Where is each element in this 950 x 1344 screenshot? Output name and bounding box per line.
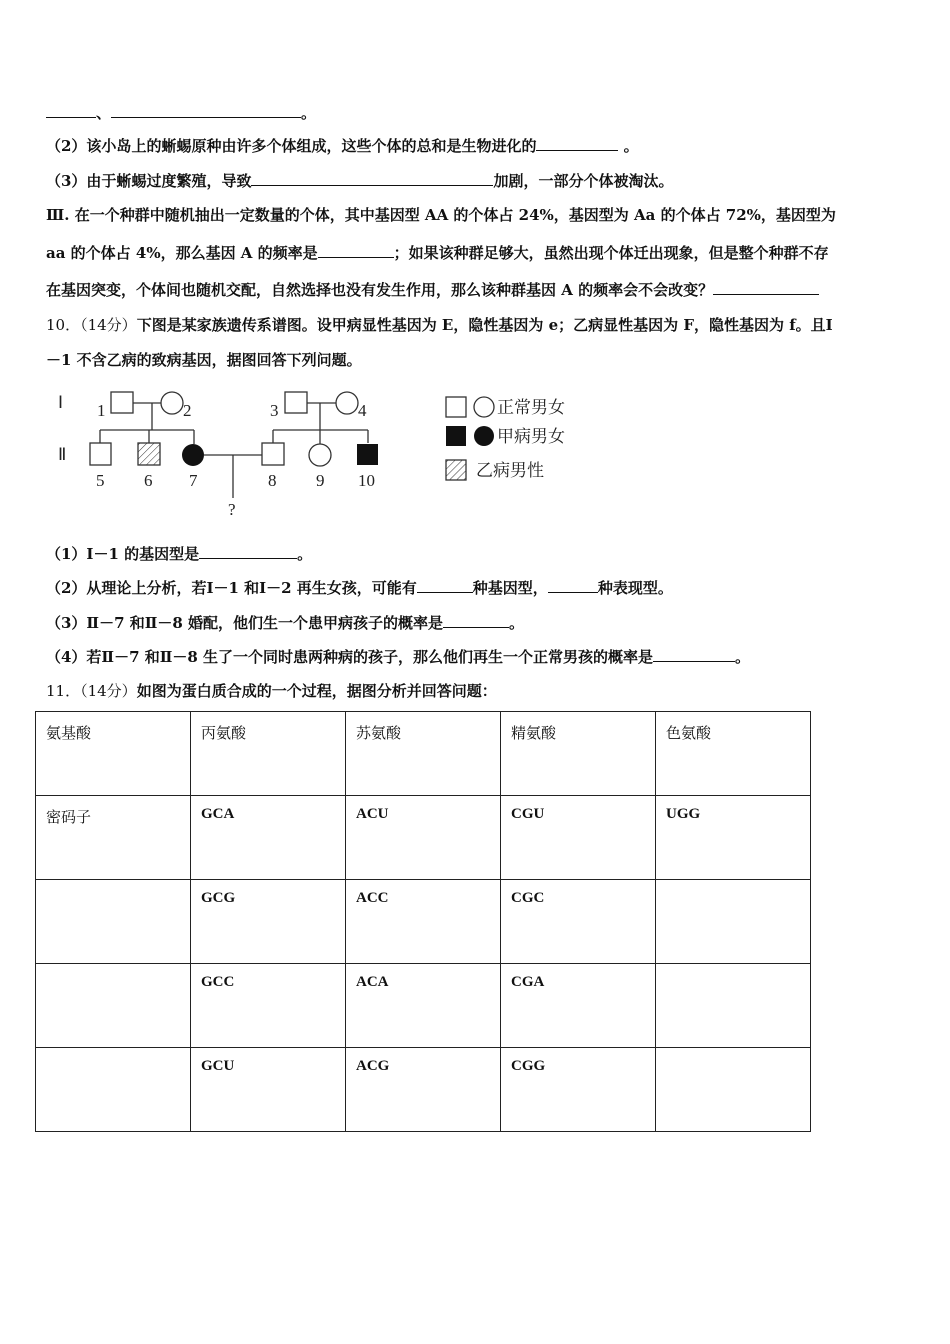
- label: 10: [358, 471, 375, 490]
- text: 。: [301, 104, 317, 122]
- cell: [656, 1048, 811, 1132]
- part-3-line-2: [46, 243, 829, 263]
- blank[interactable]: [536, 136, 618, 151]
- label: 3: [270, 401, 279, 420]
- individual-3: [285, 392, 307, 413]
- text: aa 的个体占 4%，那么基因 A 的频率是: [46, 244, 318, 262]
- question-number: 11．（14分）: [46, 682, 137, 700]
- label: 4: [358, 401, 367, 420]
- cell: GCA: [191, 796, 346, 880]
- legend-disease-a-female-icon: [474, 426, 494, 446]
- text: 。: [735, 648, 751, 666]
- header-cell: 苏氨酸: [346, 712, 501, 796]
- header-cell: 色氨酸: [656, 712, 811, 796]
- individual-5: [90, 443, 111, 465]
- cell: GCU: [191, 1048, 346, 1132]
- individual-2: [161, 392, 183, 414]
- question-10-4: [46, 647, 750, 667]
- blank[interactable]: [417, 578, 473, 593]
- text: 如图为蛋白质合成的一个过程，据图分析并回答问题：: [136, 682, 497, 700]
- codon-table: [35, 711, 811, 1132]
- label: 9: [316, 471, 325, 490]
- table-row: [36, 880, 811, 964]
- cell: CGU: [501, 796, 656, 880]
- cell: GCC: [191, 964, 346, 1048]
- individual-8: [262, 443, 284, 465]
- label: ?: [228, 500, 236, 519]
- text: 种表现型。: [597, 579, 673, 597]
- label: 6: [144, 471, 153, 490]
- table-row: [36, 796, 811, 880]
- cell: [656, 964, 811, 1048]
- label: 2: [183, 401, 192, 420]
- answer-line-0: [46, 103, 316, 123]
- table-row: [36, 1048, 811, 1132]
- header-cell: 精氨酸: [501, 712, 656, 796]
- individual-10: [357, 444, 378, 465]
- blank[interactable]: [653, 647, 735, 662]
- legend-normal-female-icon: [474, 397, 494, 417]
- individual-1: [111, 392, 133, 413]
- part-3-line-1: Ⅲ. 在一个种群中随机抽出一定数量的个体，其中基因型 AA 的个体占 24%，基因型为 Aa 的个体占 72%，基因型为: [46, 206, 836, 224]
- question-10-1: [46, 544, 312, 564]
- cell: ACA: [346, 964, 501, 1048]
- cell: 密码子: [36, 796, 191, 880]
- cell: [656, 880, 811, 964]
- cell: [36, 964, 191, 1048]
- cell: GCG: [191, 880, 346, 964]
- blank[interactable]: [713, 280, 819, 295]
- text: （2）从理论上分析，若Ⅰ－1 和Ⅰ－2 再生女孩，可能有: [46, 579, 417, 597]
- text: 。: [509, 614, 525, 632]
- text: 加剧，一部分个体被淘汰。: [493, 172, 674, 190]
- cell: ACG: [346, 1048, 501, 1132]
- individual-7: [182, 444, 204, 466]
- text: 种基因型，: [472, 579, 548, 597]
- generation-label: Ⅰ: [58, 393, 64, 412]
- label: 5: [96, 471, 105, 490]
- question-9-3: [46, 171, 673, 191]
- text: （3）由于蜥蜴过度繁殖，导致: [46, 172, 252, 190]
- cell: CGA: [501, 964, 656, 1048]
- legend-label: 正常男女: [497, 398, 565, 417]
- question-number: 10．（14分）: [46, 316, 137, 334]
- cell: [36, 1048, 191, 1132]
- generation-label: Ⅱ: [58, 445, 67, 464]
- legend-label: 甲病男女: [497, 427, 565, 446]
- cell: CGG: [501, 1048, 656, 1132]
- text: （4）若Ⅱ－7 和Ⅱ－8 生了一个同时患两种病的孩子，那么他们再生一个正常男孩的概率是: [46, 648, 654, 666]
- part-3-line-3: [46, 280, 819, 300]
- cell: UGG: [656, 796, 811, 880]
- text: （3）Ⅱ－7 和Ⅱ－8 婚配，他们生一个患甲病孩子的概率是: [46, 614, 444, 632]
- question-11: [46, 681, 497, 701]
- blank[interactable]: [199, 544, 297, 559]
- question-10-2: [46, 578, 673, 598]
- header-cell: 丙氨酸: [191, 712, 346, 796]
- cell: ACU: [346, 796, 501, 880]
- text: ；如果该种群足够大，虽然出现个体迁出现象，但是整个种群不存: [393, 244, 829, 262]
- label: 7: [189, 471, 198, 490]
- blank[interactable]: [46, 103, 96, 118]
- legend-disease-a-male-icon: [446, 426, 466, 446]
- cell: ACC: [346, 880, 501, 964]
- text: 、: [96, 104, 112, 122]
- question-10-line-2: －1 不含乙病的致病基因，据图回答下列问题。: [46, 351, 362, 369]
- header-cell: 氨基酸: [36, 712, 191, 796]
- text: 。: [618, 137, 639, 155]
- text: 在基因突变，个体间也随机交配，自然选择也没有发生作用，那么该种群基因 A 的频率会不会改变？: [46, 281, 714, 299]
- cell: CGC: [501, 880, 656, 964]
- blank[interactable]: [548, 578, 598, 593]
- individual-4: [336, 392, 358, 414]
- blank[interactable]: [111, 103, 301, 118]
- text: （1）Ⅰ－1 的基因型是: [46, 545, 200, 563]
- blank[interactable]: [251, 171, 493, 186]
- legend-normal-male-icon: [446, 397, 466, 417]
- individual-6: [138, 443, 160, 465]
- blank[interactable]: [443, 613, 509, 628]
- individual-9: [309, 444, 331, 466]
- blank[interactable]: [318, 243, 394, 258]
- text: 下图是某家族遗传系谱图。设甲病显性基因为 E，隐性基因为 e；乙病显性基因为 F，隐性基因为 f。且Ⅰ: [136, 316, 833, 334]
- cell: [36, 880, 191, 964]
- label: 8: [268, 471, 277, 490]
- legend-label: 乙病男性: [476, 461, 544, 480]
- label: 1: [97, 401, 106, 420]
- table-header-row: [36, 712, 811, 796]
- table-row: [36, 964, 811, 1048]
- legend-disease-b-male-icon: [446, 460, 466, 480]
- question-10-line-1: [46, 315, 833, 335]
- text: （2）该小岛上的蜥蜴原种由许多个体组成，这些个体的总和是生物进化的: [46, 137, 537, 155]
- text: 。: [297, 545, 313, 563]
- question-9-2: [46, 136, 639, 156]
- pedigree-chart: [40, 380, 600, 530]
- question-10-3: [46, 613, 524, 633]
